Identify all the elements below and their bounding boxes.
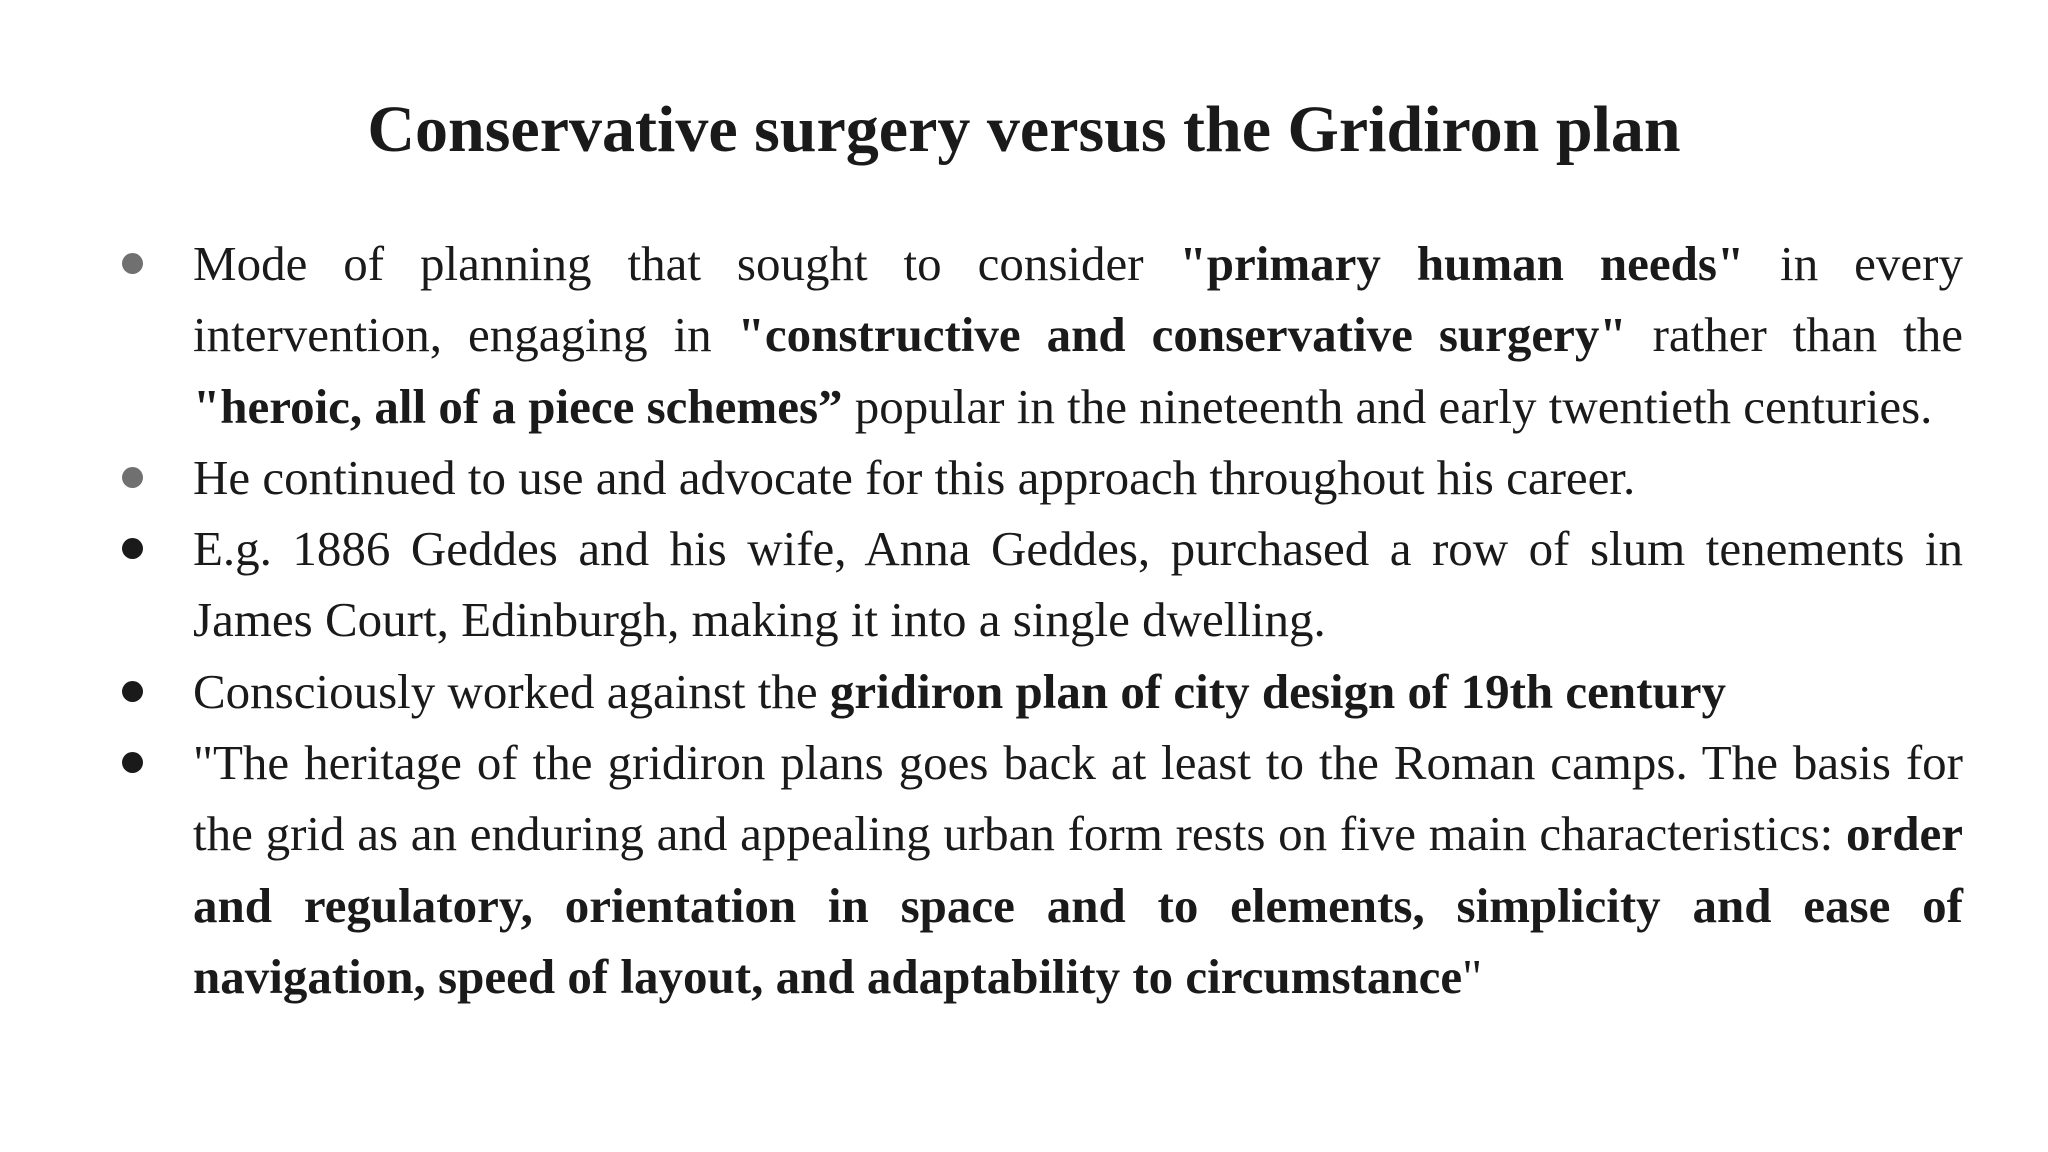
bullet-text: He continued to use and advocate for this approach throughout his career. <box>193 449 1636 505</box>
bullet-dot-icon <box>122 752 143 773</box>
bullet-item <box>193 727 1963 1012</box>
bullet-item <box>193 442 1963 513</box>
bullet-text: "The heritage of the gridiron plans goes back at least to the Roman camps. The basis for the grid as an enduring and appealing urban form rests on five main characteristics: order and regulatory, orientation in space and to elements, simplicity and ease of navigation, speed of layout, and adaptability to circumstance" <box>193 735 1963 1004</box>
bullet-dot-icon <box>122 681 143 702</box>
bullet-item <box>193 656 1963 727</box>
bullet-dot-icon <box>122 538 143 559</box>
bullet-item <box>193 513 1963 656</box>
bullet-text: Consciously worked against the gridiron plan of city design of 19th century <box>193 663 1726 719</box>
bullet-item <box>193 228 1963 442</box>
slide-title: Conservative surgery versus the Gridiron plan <box>367 93 1681 166</box>
bullet-list <box>193 228 1963 1012</box>
bullet-dot-icon <box>122 253 143 274</box>
bullet-text: E.g. 1886 Geddes and his wife, Anna Geddes, purchased a row of slum tenements in James Court, Edinburgh, making it into a single dwelling. <box>193 521 1963 648</box>
bullet-text: Mode of planning that sought to consider "primary human needs" in every intervention, engaging in "constructive and conservative surgery" rather than the "heroic, all of a piece schemes” popular in the nineteenth and early twentieth centuries. <box>193 236 1963 434</box>
bullet-dot-icon <box>122 467 143 488</box>
